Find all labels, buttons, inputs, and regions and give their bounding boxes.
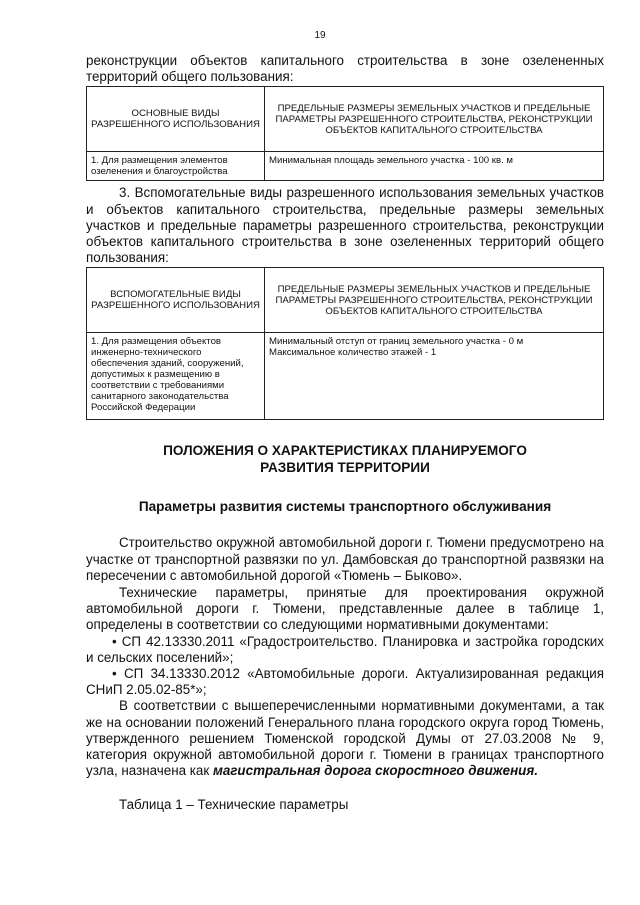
table1-row1-col2: Минимальная площадь земельного участка - 100 кв. м [265,152,604,181]
main-heading [86,442,604,476]
main-heading-line2: РАЗВИТИЯ ТЕРРИТОРИИ [260,460,430,476]
main-heading-line1: ПОЛОЖЕНИЯ О ХАРАКТЕРИСТИКАХ ПЛАНИРУЕМОГО [163,443,527,459]
road-category-text: В соответствии с вышеперечисленными нормативными документами, а так же на основании положений Генерального плана городского округа город Тюмень, утвержденного решением Тюменской городской Думы от 27.03.2008 № 9, категория окружной автомобильной дороги г. Тюмени в границах транспортного узла, назначена как [86,698,604,779]
table1-col1-header: ОСНОВНЫЕ ВИДЫ РАЗРЕШЕННОГО ИСПОЛЬЗОВАНИЯ [87,87,265,152]
max-floors-text: Максимальное количество этажей - 1 [269,347,437,359]
min-setback-text: Минимальный отступ от границ земельного участка - 0 м [269,336,524,348]
table2-row1-col2 [265,333,604,420]
page-content [86,53,604,814]
paragraph-road-construction: Строительство окружной автомобильной дороги г. Тюмени предусмотрено на участке от транспортной развязки по ул. Дамбовская до транспортной развязки на пересечении с автомобильной дорогой «Тюмень – Быково». [86,535,604,583]
table1-col2-header: ПРЕДЕЛЬНЫЕ РАЗМЕРЫ ЗЕМЕЛЬНЫХ УЧАСТКОВ И ПРЕДЕЛЬНЫЕ ПАРАМЕТРЫ РАЗРЕШЕННОГО СТРОИТЕЛЬСТВА, РЕКОНСТРУКЦИИ ОБЪЕКТОВ КАПИТАЛЬНОГО СТРОИТЕЛЬСТВА [265,87,604,152]
paragraph-technical-params: Технические параметры, принятые для проектирования окружной автомобильной дороги г. Тюмени, представленные далее в таблице 1, определены в соответствии со следующими нормативными документами: [86,585,604,633]
table-row [87,333,604,420]
intro-paragraph: реконструкции объектов капитального строительства в зоне озелененных территорий общего пользования: [86,53,604,85]
page-number: 19 [314,30,326,41]
bullet-sp-34: • СП 34.13330.2012 «Автомобильные дороги. Актуализированная редакция СНиП 2.05.02-85*»; [86,666,604,698]
section3-paragraph: 3. Вспомогательные виды разрешенного использования земельных участков и объектов капитального строительства, предельные размеры земельных участков и предельные параметры разрешенного строительства, реконструкции объектов капитального строительства в зоне озелененных территорий общего пользования: [86,185,604,266]
subheading: Параметры развития системы транспортного обслуживания [138,499,552,515]
table1-row1-col1: 1. Для размещения элементов озеленения и благоустройства [87,152,265,181]
table2-col2-header: ПРЕДЕЛЬНЫЕ РАЗМЕРЫ ЗЕМЕЛЬНЫХ УЧАСТКОВ И ПРЕДЕЛЬНЫЕ ПАРАМЕТРЫ РАЗРЕШЕННОГО СТРОИТЕЛЬСТВА, РЕКОНСТРУКЦИИ ОБЪЕКТОВ КАПИТАЛЬНОГО СТРОИТЕЛЬСТВА [265,268,604,333]
table-row [87,152,604,181]
paragraph-road-category [86,698,604,779]
table-header-row [87,87,604,152]
road-category-emphasis: магистральная дорога скоростного движения. [212,763,538,779]
auxiliary-uses-table [86,267,604,420]
main-uses-table [86,86,604,181]
table2-col1-header: ВСПОМОГАТЕЛЬНЫЕ ВИДЫ РАЗРЕШЕННОГО ИСПОЛЬЗОВАНИЯ [87,268,265,333]
bullet-sp-42: • СП 42.13330.2011 «Градостроительство. Планировка и застройка городских и сельских поселений»; [86,633,604,665]
table-caption: Таблица 1 – Технические параметры [119,797,349,813]
table-header-row [87,268,604,333]
table2-row1-col1: 1. Для размещения объектов инженерно-технического обеспечения зданий, сооружений, допустимых к размещению в соответствии с требованиями санитарного законодательства Российской Федерации [87,333,265,420]
